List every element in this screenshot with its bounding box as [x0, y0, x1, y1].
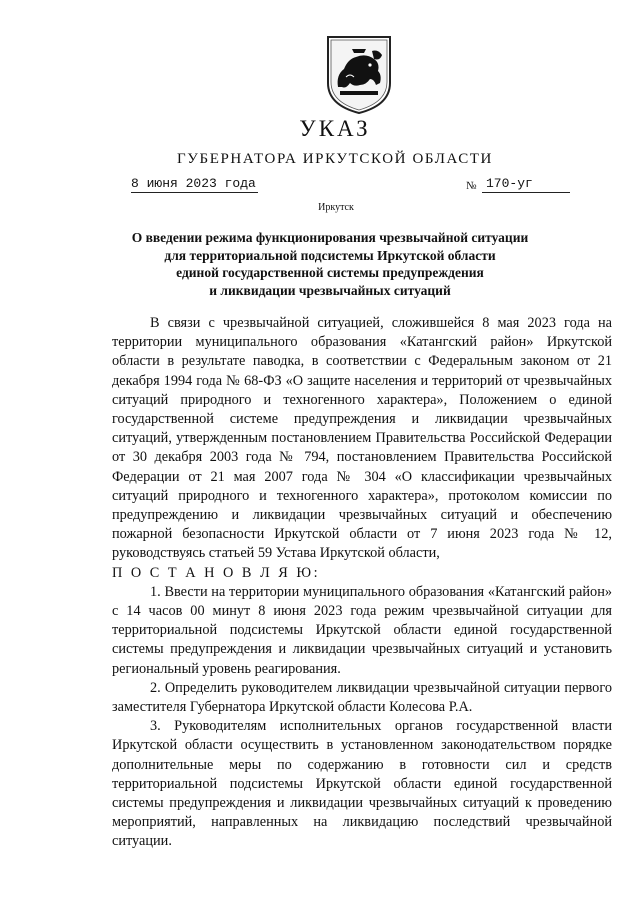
document-number: 170-уг: [482, 176, 570, 193]
heading-line: и ликвидации чрезвычайных ситуаций: [209, 282, 451, 298]
heading-line: единой государственной системы предупреждения: [176, 265, 484, 280]
heading-line: О введении режима функционирования чрезвычайной ситуации: [131, 230, 529, 245]
document-city: Иркутск: [318, 202, 354, 213]
number-label: №: [466, 180, 477, 192]
heading-line: для территориальной подсистемы Иркутской области: [164, 247, 496, 263]
item-paragraph-1: 1. Ввести на территории муниципального образования «Катангский район» с 14 часов 00 минут 8 июня 2023 года режим чрезвычайной ситуации для территориальной подсистемы Иркутской области единой государственной системы предупреждения и ликвидации чрезвычайных ситуаций и установить региональный уровень реагирования.: [112, 583, 612, 677]
document-title: УКАЗ: [299, 116, 371, 141]
document-heading: [100, 229, 560, 299]
preamble-paragraph: В связи с чрезвычайной ситуацией, сложившейся 8 мая 2023 года на территории муниципального образования «Катангский район» Иркутской области в результате паводка, в соответствии с Федеральным законом от 21 декабря 1994 года № 68-ФЗ «О защите населения и территорий от чрезвычайных ситуаций природного и техногенного характера», Положением о единой государственной системе предупреждения и ликвидации чрезвычайных ситуаций, утвержденным постановлением Правительства Российской Федерации от 30 декабря 2003 года № 794, постановлением Правительства Российской Федерации от 21 мая 2007 года № 304 «О классификации чрезвычайных ситуаций природного и техногенного характера», протоколом комиссии по предупреждению и ликвидации чрезвычайных ситуаций и обеспечению пожарной безопасности Иркутской области от 7 июня 2023 года № 12, руководствуясь статьей 59 Устава Иркутской области,: [112, 315, 612, 562]
item-paragraph-2: 2. Определить руководителем ликвидации чрезвычайной ситуации первого заместителя Губернатора Иркутской области Колесова Р.А.: [112, 679, 612, 716]
item-paragraph-3: 3. Руководителям исполнительных органов государственной власти Иркутской области осуществить в установленном законодательством порядке дополнительные меры по содержанию в готовности сил и средств территориальной подсистемы Иркутской области единой государственной системы предупреждения и ликвидации чрезвычайных ситуаций к проведению мероприятий, направленных на ликвидацию последствий чрезвычайной ситуации.: [112, 718, 612, 850]
document-issuer: ГУБЕРНАТОРА ИРКУТСКОЙ ОБЛАСТИ: [176, 151, 493, 167]
document-body: [112, 314, 612, 852]
coat-of-arms-emblem: [326, 35, 392, 115]
decree-word: П О С Т А Н О В Л Я Ю:: [112, 564, 321, 581]
document-date: 8 июня 2023 года: [131, 176, 256, 191]
